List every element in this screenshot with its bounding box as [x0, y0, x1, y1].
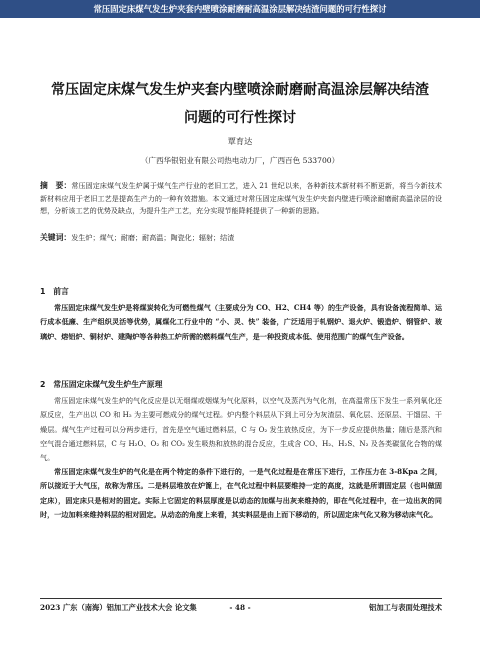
keywords-text: 发生炉；煤气；耐磨；耐高温；陶瓷化；辐射；结渣	[71, 233, 235, 242]
keywords-label: 关键词：	[40, 233, 72, 242]
abstract-label: 摘 要：	[40, 181, 72, 190]
page-number: - 48 -	[229, 603, 251, 612]
affiliation: （广西华银铝业有限公司热电动力厂，广西百色 533700）	[140, 156, 340, 165]
abstract	[40, 180, 442, 218]
paragraph-2: 常压固定床煤气发生炉的气化反应是以无烟煤或烟煤为气化原料，以空气及蒸汽为气化剂，在高温常压下发生一系列氧化还原反应，生产出以 CO 和 H₂ 为主要可燃成分的煤气过程。炉内整个料层从下到上可分为灰渣层、氧化层、还原层、干馏层、干燥层。煤气生产过程可以分两步进行，首先是空气通过燃料层，C 与 O₂ 发生放热反应，为下一步反应提供热量；随后是蒸汽和空气混合通过燃料层，C 与 H₂O、O₂ 和 CO₂ 发生吸热和放热的混合反应，生成含 CO、H₂、H₂S、N₂ 及各类碳氢化合物的煤气。	[40, 396, 442, 463]
footer-journal: 铝加工与表面处理技术	[369, 603, 442, 612]
running-header: 常压固定床煤气发生炉夹套内壁喷涂耐磨耐高温涂层解决结渣问题的可行性探讨	[0, 0, 480, 18]
paragraph-3: 常压固定床煤气发生炉的气化是在两个特定的条件下进行的，一是气化过程是在常压下进行，工作压力在 3-8Kpa 之间，所以接近于大气压，故称为常压。二是料层堆放在炉篦上，在气化过程中料层要维持一定的高度，这就是所谓固定层（也叫做固定床），固定床只是相对的固定。实际上它固定的料层厚度是以动态的加煤与出灰来维持的，即在气化过程中，在一边出灰的同时，一边加料来维持料层的相对固定。从动态的角度上来看，其实料层是由上而下移动的，所以固定床气化又称为移动床气化。	[40, 467, 442, 519]
article-title	[34, 76, 446, 132]
section-heading-2: 2 常压固定床煤气发生炉生产原理	[40, 380, 163, 389]
paragraph-1: 常压固定床煤气发生炉是将煤炭转化为可燃性煤气（主要成分为 CO、H2、CH4 等）的生产设备，具有设备流程简单、运行成本低廉、生产组织灵活等优势，属煤化工行业中的 “小、灵、快” 装备，广泛适用于轧钢炉、退火炉、锻造炉、钢管炉、玻璃炉、熔铝炉、铜材炉、建陶炉等各种热工炉所需的燃料煤气生产，是一种投资成本低、使用范围广的煤气生产设备。	[40, 303, 442, 341]
author: 覃育达	[227, 136, 253, 146]
section-heading-1: 1 前言	[40, 287, 69, 296]
footer-proceedings: 2023 广东（南海）铝加工产业技术大会 论文集	[40, 603, 197, 612]
title-line-1: 常压固定床煤气发生炉夹套内壁喷涂耐磨耐高温涂层解决结渣	[51, 82, 429, 98]
keywords	[40, 232, 442, 245]
footer-rule	[40, 598, 442, 599]
title-line-2: 问题的可行性探讨	[184, 110, 296, 126]
abstract-text: 常压固定床煤气发生炉属于煤气生产行业的老旧工艺，进入 21 世纪以来，各种新技术新材料不断更新，将当今新技术新材料应用于老旧工艺是提高生产力的一种有效措施。本文通过对常压固定床煤气发生炉夹套内壁进行喷涂耐磨耐高温涂层的设想，分析该工艺的优势及缺点，为提升生产工艺，充分实现节能降耗提供了一种新的思路。	[40, 181, 442, 215]
